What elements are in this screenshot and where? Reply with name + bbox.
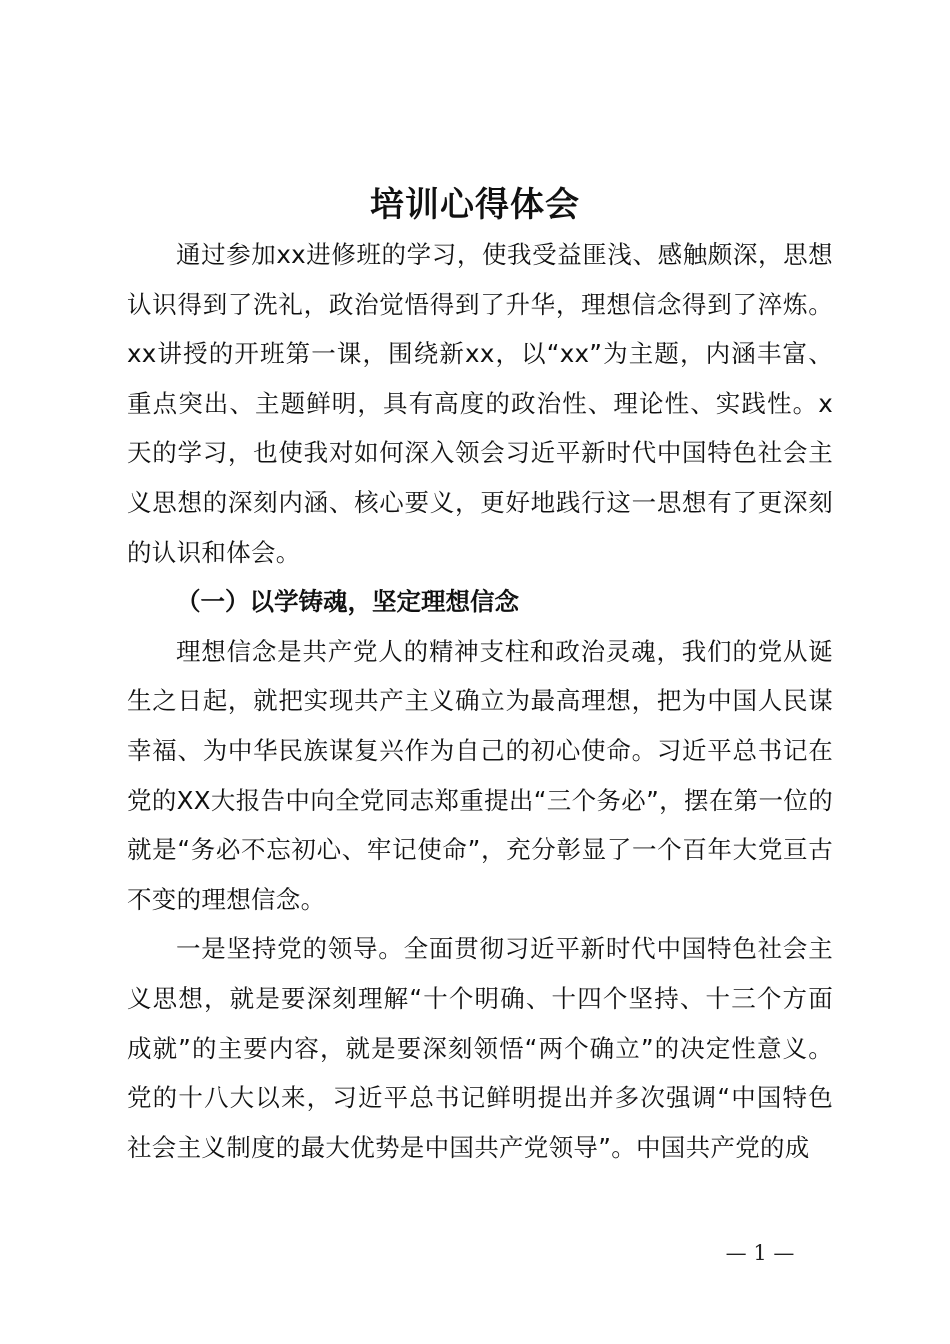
page-number: — 1 —	[725, 1241, 795, 1265]
section-paragraph: 理想信念是共产党人的精神支柱和政治灵魂，我们的党从诞生之日起，就把实现共产主义确立为最高理想，把为中国人民谋幸福、为中华民族谋复兴作为自己的初心使命。习近平总书记在党的XX大报告中向全党同志郑重提出“三个务必”，摆在第一位的就是“务必不忘初心、牢记使命”，充分彰显了一个百年大党亘古不变的理想信念。	[127, 636, 833, 914]
section-heading: （一）以学铸魂，坚定理想信念	[176, 587, 519, 617]
document-title: 培训心得体会	[370, 185, 580, 225]
intro-paragraph: 通过参加xx进修班的学习，使我受益匪浅、感触颇深，思想认识得到了洗礼，政治觉悟得到了升华，理想信念得到了淬炼。xx讲授的开班第一课，围绕新xx，以“xx”为主题，内涵丰富、重点突出、主题鲜明，具有高度的政治性、理论性、实践性。x天的学习，也使我对如何深入领会习近平新时代中国特色社会主义思想的深刻内涵、核心要义，更好地践行这一思想有了更深刻的认识和体会。	[127, 240, 833, 567]
section-paragraph: 一是坚持党的领导。全面贯彻习近平新时代中国特色社会主义思想，就是要深刻理解“十个明确、十四个坚持、十三个方面成就”的主要内容，就是要深刻领悟“两个确立”的决定性意义。党的十八大以来，习近平总书记鲜明提出并多次强调“中国特色社会主义制度的最大优势是中国共产党领导”。中国共产党的成	[127, 934, 833, 1162]
document-body	[127, 230, 833, 1172]
